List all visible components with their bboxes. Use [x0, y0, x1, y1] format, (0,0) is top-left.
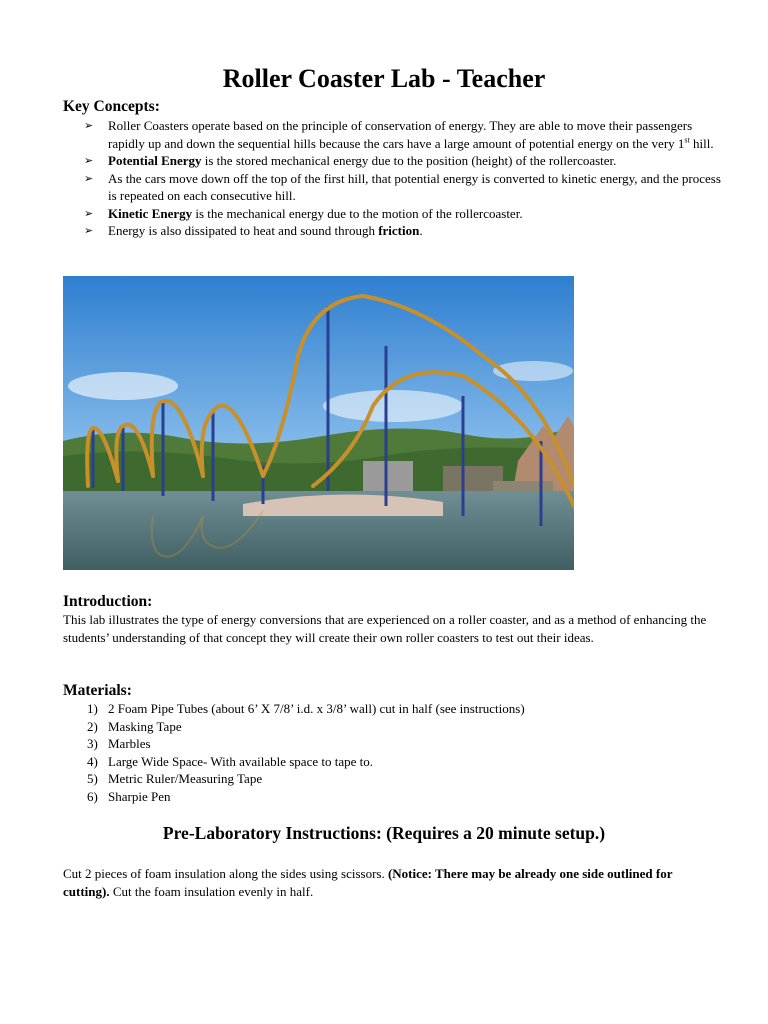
page-title: Roller Coaster Lab - Teacher — [222, 64, 546, 93]
key-concepts-list — [84, 117, 724, 240]
list-item: 2) Masking Tape — [87, 718, 182, 734]
list-item: ➢ Roller Coasters operate based on the principle of conservation of energy. They are able to move their passengers rapidly up and down the sequential hills because the cars have a large amount of potential energy on the very 1st hill. — [84, 118, 714, 151]
list-item: ➢ As the cars move down off the top of the first hill, that potential energy is converted to kinetic energy, and the process is repeated on each consecutive hill. — [84, 170, 721, 203]
list-item: ➢ Energy is also dissipated to heat and sound through friction. — [84, 223, 423, 238]
introduction-heading: Introduction: — [63, 593, 153, 610]
arrow-bullet-icon: ➢ — [84, 171, 94, 185]
list-item: ➢ Kinetic Energy is the mechanical energy due to the motion of the rollercoaster. — [84, 205, 523, 221]
materials-heading: Materials: — [63, 682, 132, 699]
arrow-bullet-icon: ➢ — [84, 224, 94, 237]
list-item: 1) 2 Foam Pipe Tubes (about 6’ X 7/8’ i.d. x 3/8’ wall) cut in half (see instructions) — [87, 701, 525, 716]
materials-list — [63, 700, 703, 805]
list-item: 3) Marbles — [87, 736, 151, 751]
key-concepts-heading: Key Concepts: — [63, 98, 160, 115]
list-item: 4) Large Wide Space- With available space to tape to. — [87, 753, 373, 769]
prelab-text: Cut 2 pieces of foam insulation along the sides using scissors. (Notice: There may be already one side outlined for cutting). Cut the foam insulation evenly in half. — [63, 866, 673, 899]
roller-coaster-photo — [63, 276, 574, 570]
list-item: 5) Metric Ruler/Measuring Tape — [87, 771, 263, 786]
arrow-bullet-icon: ➢ — [84, 154, 94, 167]
introduction-text: This lab illustrates the type of energy conversions that are experienced on a roller coaster, and as a method of enhancing the students’ understanding of that concept they will create their own roller coasters to test out their ideas. — [63, 612, 707, 645]
arrow-bullet-icon: ➢ — [84, 119, 94, 132]
list-item: 6) Sharpie Pen — [87, 788, 171, 804]
list-item: ➢ Potential Energy is the stored mechanical energy due to the position (height) of the rollercoaster. — [84, 153, 617, 168]
arrow-bullet-icon: ➢ — [84, 206, 94, 220]
prelab-heading: Pre-Laboratory Instructions: (Requires a 20 minute setup.) — [162, 823, 606, 843]
